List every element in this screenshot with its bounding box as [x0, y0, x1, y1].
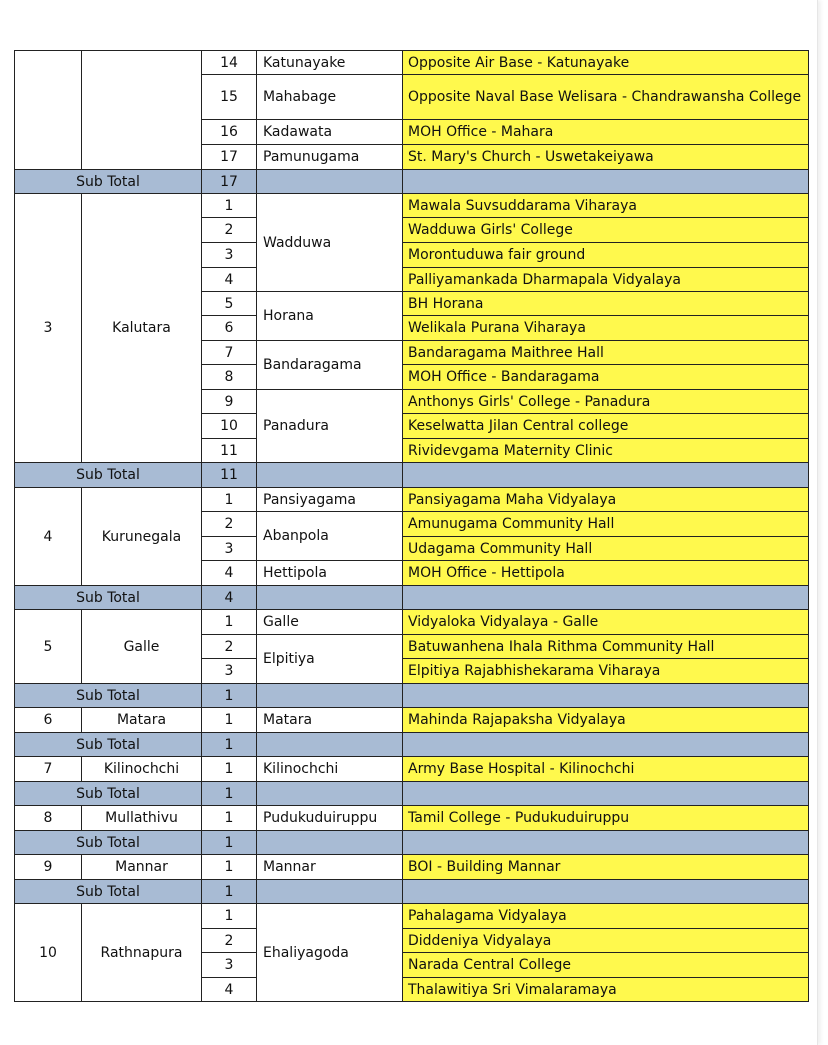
- centre-number: 8: [202, 365, 257, 390]
- subtotal-value: 1: [202, 733, 257, 757]
- centre-number: 11: [202, 439, 257, 463]
- subtotal-value: 1: [202, 782, 257, 806]
- subtotal-value: 17: [202, 170, 257, 194]
- district-number: 10: [15, 904, 82, 1002]
- district-number: 5: [15, 610, 82, 684]
- district-name: Kilinochchi: [82, 757, 202, 782]
- centre-number: 3: [202, 537, 257, 561]
- centre-location: Mawala Suvsuddarama Viharaya: [403, 194, 809, 218]
- centre-number: 1: [202, 855, 257, 880]
- subtotal-label: Sub Total: [15, 880, 202, 904]
- district-number: 9: [15, 855, 82, 880]
- centre-location: Mahinda Rajapaksha Vidyalaya: [403, 708, 809, 733]
- district-name: Kalutara: [82, 194, 202, 463]
- centre-location: Amunugama Community Hall: [403, 512, 809, 537]
- centre-number: 1: [202, 610, 257, 635]
- centre-number: 15: [202, 75, 257, 120]
- district-name: Mannar: [82, 855, 202, 880]
- centre-number: 16: [202, 120, 257, 145]
- table-row: [15, 194, 809, 218]
- subtotal-value: 1: [202, 880, 257, 904]
- centre-location: Tamil College - Pudukuduiruppu: [403, 806, 809, 831]
- division-name: Horana: [257, 292, 403, 341]
- district-number: 8: [15, 806, 82, 831]
- centre-location: BOI - Building Mannar: [403, 855, 809, 880]
- district-name: Kurunegala: [82, 488, 202, 586]
- division-name: Galle: [257, 610, 403, 635]
- centre-location: Thalawitiya Sri Vimalaramaya: [403, 978, 809, 1002]
- centre-location: Keselwatta Jilan Central college: [403, 414, 809, 439]
- table-row: [15, 757, 809, 782]
- subtotal-row: [15, 170, 809, 194]
- centre-number: 7: [202, 341, 257, 365]
- centre-location: Rividevgama Maternity Clinic: [403, 439, 809, 463]
- centre-location: Welikala Purana Viharaya: [403, 316, 809, 341]
- centre-location: Vidyaloka Vidyalaya - Galle: [403, 610, 809, 635]
- centre-location: Bandaragama Maithree Hall: [403, 341, 809, 365]
- division-name: Bandaragama: [257, 341, 403, 390]
- centre-number: 1: [202, 904, 257, 929]
- subtotal-value: 11: [202, 463, 257, 488]
- division-name: Panadura: [257, 390, 403, 463]
- centre-number: 2: [202, 635, 257, 659]
- table-row: [15, 708, 809, 733]
- centre-location: Elpitiya Rajabhishekarama Viharaya: [403, 659, 809, 684]
- district-name: Mullathivu: [82, 806, 202, 831]
- centre-number: 4: [202, 978, 257, 1002]
- centre-location: Opposite Air Base - Katunayake: [403, 51, 809, 75]
- centre-location: MOH Office - Bandaragama: [403, 365, 809, 390]
- division-name: Kilinochchi: [257, 757, 403, 782]
- centre-location: St. Mary's Church - Uswetakeiyawa: [403, 145, 809, 170]
- centre-number: 14: [202, 51, 257, 75]
- centre-location: Diddeniya Vidyalaya: [403, 929, 809, 953]
- centre-location: Pansiyagama Maha Vidyalaya: [403, 488, 809, 512]
- centre-number: 17: [202, 145, 257, 170]
- subtotal-value: 4: [202, 586, 257, 610]
- subtotal-row: [15, 684, 809, 708]
- centre-number: 3: [202, 953, 257, 978]
- subtotal-row: [15, 782, 809, 806]
- centre-number: 6: [202, 316, 257, 341]
- division-name: Ehaliyagoda: [257, 904, 403, 1002]
- subtotal-label: Sub Total: [15, 684, 202, 708]
- centre-number: 9: [202, 390, 257, 414]
- subtotal-label: Sub Total: [15, 733, 202, 757]
- centre-number: 1: [202, 708, 257, 733]
- district-name: Galle: [82, 610, 202, 684]
- subtotal-row: [15, 463, 809, 488]
- subtotal-label: Sub Total: [15, 463, 202, 488]
- centre-location: BH Horana: [403, 292, 809, 316]
- centre-location: MOH Office - Hettipola: [403, 561, 809, 586]
- subtotal-row: [15, 831, 809, 855]
- table-row: [15, 488, 809, 512]
- division-name: Elpitiya: [257, 635, 403, 684]
- division-name: Hettipola: [257, 561, 403, 586]
- centre-number: 2: [202, 218, 257, 243]
- division-name: Wadduwa: [257, 194, 403, 292]
- division-name: Katunayake: [257, 51, 403, 75]
- centre-location: Pahalagama Vidyalaya: [403, 904, 809, 929]
- subtotal-label: Sub Total: [15, 831, 202, 855]
- district-number: 3: [15, 194, 82, 463]
- centre-location: Morontuduwa fair ground: [403, 243, 809, 268]
- division-name: Mannar: [257, 855, 403, 880]
- centre-number: 1: [202, 757, 257, 782]
- division-name: Pamunugama: [257, 145, 403, 170]
- centre-number: 2: [202, 929, 257, 953]
- centre-number: 4: [202, 268, 257, 292]
- district-number-cell: [15, 51, 82, 170]
- division-name: Abanpola: [257, 512, 403, 561]
- division-name: Mahabage: [257, 75, 403, 120]
- subtotal-row: [15, 586, 809, 610]
- centre-location: Batuwanhena Ihala Rithma Community Hall: [403, 635, 809, 659]
- division-name: Pudukuduiruppu: [257, 806, 403, 831]
- subtotal-label: Sub Total: [15, 782, 202, 806]
- district-name: Matara: [82, 708, 202, 733]
- centre-number: 10: [202, 414, 257, 439]
- district-name: Rathnapura: [82, 904, 202, 1002]
- division-name: Kadawata: [257, 120, 403, 145]
- centre-number: 2: [202, 512, 257, 537]
- subtotal-row: [15, 733, 809, 757]
- district-number: 7: [15, 757, 82, 782]
- subtotal-label: Sub Total: [15, 170, 202, 194]
- centre-location: Anthonys Girls' College - Panadura: [403, 390, 809, 414]
- vaccination-centres-table: [14, 50, 809, 1002]
- centre-number: 1: [202, 488, 257, 512]
- centre-number: 3: [202, 659, 257, 684]
- centre-location: Wadduwa Girls' College: [403, 218, 809, 243]
- centre-location: Opposite Naval Base Welisara - Chandrawansha College: [403, 75, 809, 120]
- district-cell: [82, 51, 202, 170]
- subtotal-row: [15, 880, 809, 904]
- centre-number: 3: [202, 243, 257, 268]
- centre-number: 1: [202, 194, 257, 218]
- centre-location: MOH Office - Mahara: [403, 120, 809, 145]
- table-row: [15, 904, 809, 929]
- table-row: [15, 51, 809, 75]
- subtotal-label: Sub Total: [15, 586, 202, 610]
- centre-number: 5: [202, 292, 257, 316]
- centre-location: Udagama Community Hall: [403, 537, 809, 561]
- table-row: [15, 610, 809, 635]
- centre-location: Palliyamankada Dharmapala Vidyalaya: [403, 268, 809, 292]
- centre-number: 1: [202, 806, 257, 831]
- district-number: 6: [15, 708, 82, 733]
- subtotal-value: 1: [202, 831, 257, 855]
- table-row: [15, 855, 809, 880]
- division-name: Matara: [257, 708, 403, 733]
- centre-location: Army Base Hospital - Kilinochchi: [403, 757, 809, 782]
- centre-location: Narada Central College: [403, 953, 809, 978]
- division-name: Pansiyagama: [257, 488, 403, 512]
- subtotal-value: 1: [202, 684, 257, 708]
- centre-number: 4: [202, 561, 257, 586]
- table-row: [15, 806, 809, 831]
- district-number: 4: [15, 488, 82, 586]
